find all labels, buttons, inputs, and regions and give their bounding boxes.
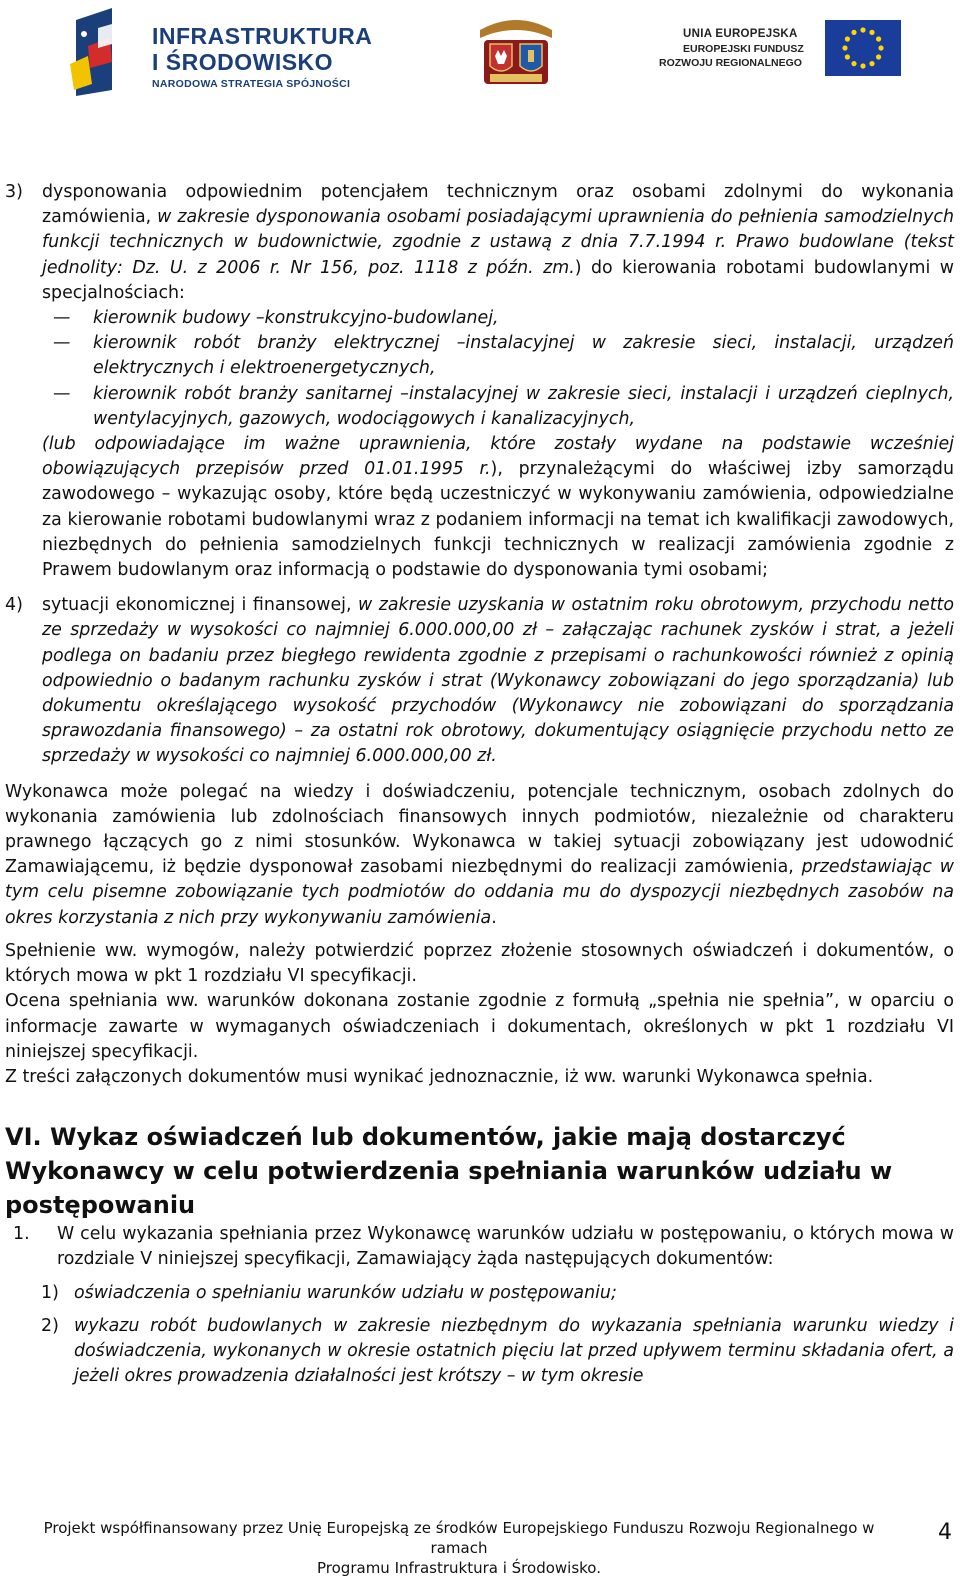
paragraph-spelnienie: Spełnienie ww. wymogów, należy potwierdzić poprzez złożenie stosownych oświadczeń i dokumentów, o których mowa w pkt 1 rozdziału VI specyfikacji. [5, 940, 954, 987]
sub-item-1-number: 1) [41, 1282, 59, 1303]
item-4-italic: w zakresie uzyskania w ostatnim roku obrotowym, przychodu netto ze sprzedaży w wysokości co najmniej 6.000.000,00 zł – załączając rachunek zysków i strat, a jeżeli podlega on badaniu przez biegłego rewidenta zgodnie z przepisami o rachunkowości również z opinią odpowiednio o badanym rachunku zysków i strat (Wykonawcy zobowiązani do jego sporządzania) lub dokumentu określającego wysokość przychodów (Wykonawcy nie zobowiązani do sporządzania sprawozdania finansowego) – za ostatni rok obrotowy, dokumentujący osiągnięcie przychodu netto ze sprzedaży w wysokości co najmniej 6.000.000,00 zł. [42, 595, 955, 767]
dash-item-1 [5, 306, 954, 331]
paragraph-wykonawca-text: Wykonawca może polegać na wiedzy i doświadczeniu, potencjale technicznym, osobach zdolnych do wykonania zamówienia lub zdolnościach finansowych innych podmiotów, niezależnie od charakteru prawnego łączących go z nimi stosunków. Wykonawca w takiej sytuacji zobowiązany jest udowodnić Zamawiającemu, iż będzie dysponował zasobami niezbędnymi do realizacji zamówienia, [5, 781, 954, 878]
item-3 [5, 180, 954, 306]
eu-logo-line2: EUROPEJSKI FUNDUSZ [683, 43, 804, 55]
section-heading: VI. Wykaz oświadczeń lub dokumentów, jakie mają dostarczyć Wykonawcy w celu potwierdzenia spełniania warunków udziału w postępowaniu [5, 1123, 893, 1220]
dash-item-3 [5, 382, 954, 432]
item-3-closing-italic: (lub odpowiadające im ważne uprawnienia, które zostały wydane na podstawie wcześniej obowiązujących przepisów przed 01.01.1995 r. [42, 434, 954, 480]
sub-item-2-text: wykazu robót budowlanych w zakresie niezbędnym do wykazania spełniania warunku wiedzy i doświadczenia, wykonanych w okresie ostatnich pięciu lat przed upływem terminu składania ofert, a jeżeli okres prowadzenia działalności jest krótszy – w tym okresie [74, 1315, 954, 1387]
paragraph-ocena: Ocena spełniania ww. warunków dokonana zostanie zgodnie z formułą „spełnia nie spełnia”, w oparciu o informacje zawarte w wymaganych oświadczeniach i dokumentach, określonych w pkt 1 rozdziału VI niniejszej specyfikacji. [5, 991, 954, 1062]
dash-marker: — [53, 333, 71, 354]
item-3-intro-end: ) do kierowania robotami budowlanymi w specjalnościach: [42, 257, 954, 303]
item-3-intro: dysponowania odpowiednim potencjałem technicznym oraz osobami zdolnymi do wykonania zamówienia, [42, 182, 954, 228]
paragraph-wykonawca-italic: przedstawiając w tym celu pisemne zobowiązanie tych podmiotów do oddania mu do dyspozycji niezbędnych zasobów na okres korzystania z nich przy wykonywaniu zamówienia [5, 857, 954, 928]
logo-title-line2: I ŚRODOWISKO [152, 49, 334, 75]
sub-item-1 [5, 1281, 954, 1306]
footer-line2: Programu Infrastruktura i Środowisko. [317, 1559, 601, 1577]
eu-logo [655, 20, 905, 80]
footer-line1: Projekt współfinansowany przez Unię Europejską ze środków Europejskiego Funduszu Rozwoju Regionalnego w ramach [43, 1519, 875, 1557]
paragraph-wykonawca [5, 780, 954, 931]
logo-subtitle: NARODOWA STRATEGIA SPÓJNOŚCI [152, 78, 351, 90]
item-3-closing [5, 432, 954, 583]
document-body [5, 180, 954, 1389]
infrastruktura-srodowisko-logo [68, 6, 373, 98]
eu-logo-line1: UNIA EUROPEJSKA [683, 28, 798, 40]
page-number: 4 [938, 1520, 952, 1545]
item-3-number: 3) [5, 182, 23, 202]
paragraph-tresci: Z treści załączonych dokumentów musi wynikać jednoznacznie, iż ww. warunki Wykonawca spełnia. [5, 1066, 874, 1087]
logo-title-line1: INFRASTRUKTURA [152, 23, 373, 49]
section-item-1 [13, 1222, 954, 1272]
dash-marker: — [53, 308, 71, 329]
item-4 [5, 593, 954, 769]
paragraph-end: . [491, 907, 497, 928]
nss-flag-icon [68, 6, 148, 98]
item-3-closing-text: ), przynależącymi do właściwej izby samorządu zawodowego – wykazując osoby, które będą uczestniczyć w wykonywaniu zamówienia, odpowiedzialne za kierowanie robotami budowlanymi wraz z podaniem informacji na temat ich kwalifikacji zawodowych, niezbędnych do pełnienia samodzielnych funkcji technicznych w realizacji zamówienia zgodnie z Prawem budowlanym oraz informacją o podstawie do dysponowania tymi osobami; [42, 459, 954, 581]
sub-item-2 [5, 1314, 954, 1390]
eu-flag-icon [825, 20, 901, 76]
item-4-text: sytuacji ekonomicznej i finansowej, [42, 595, 359, 616]
page-footer [14, 1518, 904, 1578]
page-header [0, 0, 960, 110]
item-3-intro-italic: w zakresie dysponowania osobami posiadającymi uprawnienia do pełnienia samodzielnych funkcji technicznych w budownictwie, zgodnie z ustawą z dnia 7.7.1994 r. Prawo budowlane (tekst jednolity: Dz. U. z 2006 r. Nr 156, poz. 1118 z późn. zm. [42, 207, 955, 278]
dash-item-text: kierownik budowy –konstrukcyjno-budowlanej, [93, 308, 499, 329]
section-item-1-number: 1. [13, 1224, 30, 1245]
sub-item-1-text: oświadczenia o spełnianiu warunków udziału w postępowaniu; [74, 1282, 617, 1303]
dash-item-text: kierownik robót branży sanitarnej –instalacyjnej w zakresie sieci, instalacji i urządzeń cieplnych, wentylacyjnych, gazowych, wodociągowych i kanalizacyjnych, [93, 383, 954, 429]
sub-item-2-number: 2) [41, 1315, 59, 1336]
dash-item-text: kierownik robót branży elektrycznej –instalacyjnej w zakresie sieci, instalacji, urządzeń elektrycznych i elektroenergetycznych, [93, 333, 954, 379]
dash-marker: — [53, 383, 71, 404]
municipal-crest-icon [470, 10, 562, 92]
dash-item-2 [5, 331, 954, 381]
item-4-number: 4) [5, 595, 23, 616]
section-item-1-text: W celu wykazania spełniania przez Wykonawcę warunków udziału w postępowaniu, o których mowa w rozdziale V niniejszej specyfikacji, Zamawiający żąda następujących dokumentów: [57, 1224, 954, 1270]
eu-logo-line3: ROZWOJU REGIONALNEGO [659, 57, 802, 69]
